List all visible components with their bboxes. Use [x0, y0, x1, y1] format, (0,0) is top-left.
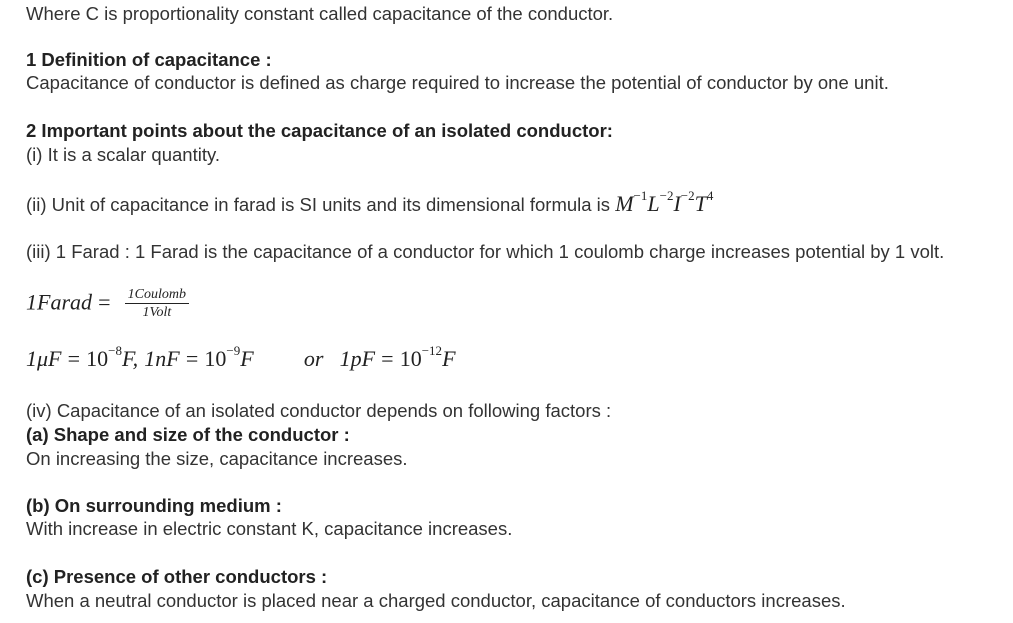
- dim-T-exp: 4: [706, 187, 714, 203]
- fraction-numerator: 1Coulomb: [125, 286, 189, 304]
- farad-lhs: 1Farad: [26, 289, 92, 315]
- factor-a-text: On increasing the size, capacitance increases.: [26, 448, 408, 469]
- base-3: 10: [399, 346, 422, 371]
- micro-farad: 1μF: [26, 346, 62, 371]
- farad-fraction: [125, 286, 189, 321]
- base-2: 10: [204, 346, 227, 371]
- point-i: (i) It is a scalar quantity.: [26, 144, 220, 165]
- or-word: or: [303, 346, 324, 371]
- factor-b-text: With increase in electric constant K, capacitance increases.: [26, 518, 513, 539]
- fraction-denominator: 1Volt: [142, 305, 172, 320]
- section1-heading: 1 Definition of capacitance :: [26, 49, 272, 70]
- pico-farad: 1pF: [339, 346, 376, 371]
- unit-1: F,: [122, 346, 139, 371]
- dim-I-exp: −2: [680, 187, 695, 203]
- equals-3: =: [381, 346, 394, 371]
- dim-M-exp: −1: [633, 187, 648, 203]
- unit-3: F: [442, 346, 456, 371]
- section1-text: Capacitance of conductor is defined as charge required to increase the potential of conductor by one unit.: [26, 72, 889, 93]
- exp-2: −9: [226, 342, 241, 358]
- nano-farad: 1nF: [144, 346, 180, 371]
- exp-3: −12: [421, 342, 443, 358]
- point-ii: [26, 187, 714, 217]
- equals-1: =: [67, 346, 81, 371]
- exp-1: −8: [108, 342, 122, 358]
- intro-text: Where C is proportionality constant called capacitance of the conductor.: [26, 3, 614, 24]
- subunit-equation: [26, 342, 456, 371]
- factor-c-heading: (c) Presence of other conductors :: [26, 566, 328, 587]
- section2-heading: 2 Important points about the capacitance of an isolated conductor:: [26, 120, 613, 141]
- unit-2: F: [240, 346, 254, 371]
- factor-a-heading: (a) Shape and size of the conductor :: [26, 424, 350, 445]
- dim-I: I: [673, 191, 681, 216]
- farad-equals: =: [98, 289, 111, 315]
- factor-c-text: When a neutral conductor is placed near a charged conductor, capacitance of conductors increases.: [26, 590, 846, 611]
- dim-L: L: [647, 191, 660, 216]
- dim-T: T: [694, 191, 707, 216]
- base-1: 10: [86, 346, 109, 371]
- farad-equation: [26, 286, 189, 321]
- point-iv: (iv) Capacitance of an isolated conductor depends on following factors :: [26, 400, 612, 421]
- dim-L-exp: −2: [659, 187, 674, 203]
- dimensional-formula: [615, 187, 714, 216]
- equals-2: =: [185, 346, 199, 371]
- point-iii: (iii) 1 Farad : 1 Farad is the capacitance of a conductor for which 1 coulomb charge increases potential by 1 volt.: [26, 241, 945, 262]
- dim-M: M: [615, 191, 634, 216]
- factor-b-heading: (b) On surrounding medium :: [26, 495, 282, 516]
- point-ii-text: (ii) Unit of capacitance in farad is SI units and its dimensional formula is: [26, 194, 611, 215]
